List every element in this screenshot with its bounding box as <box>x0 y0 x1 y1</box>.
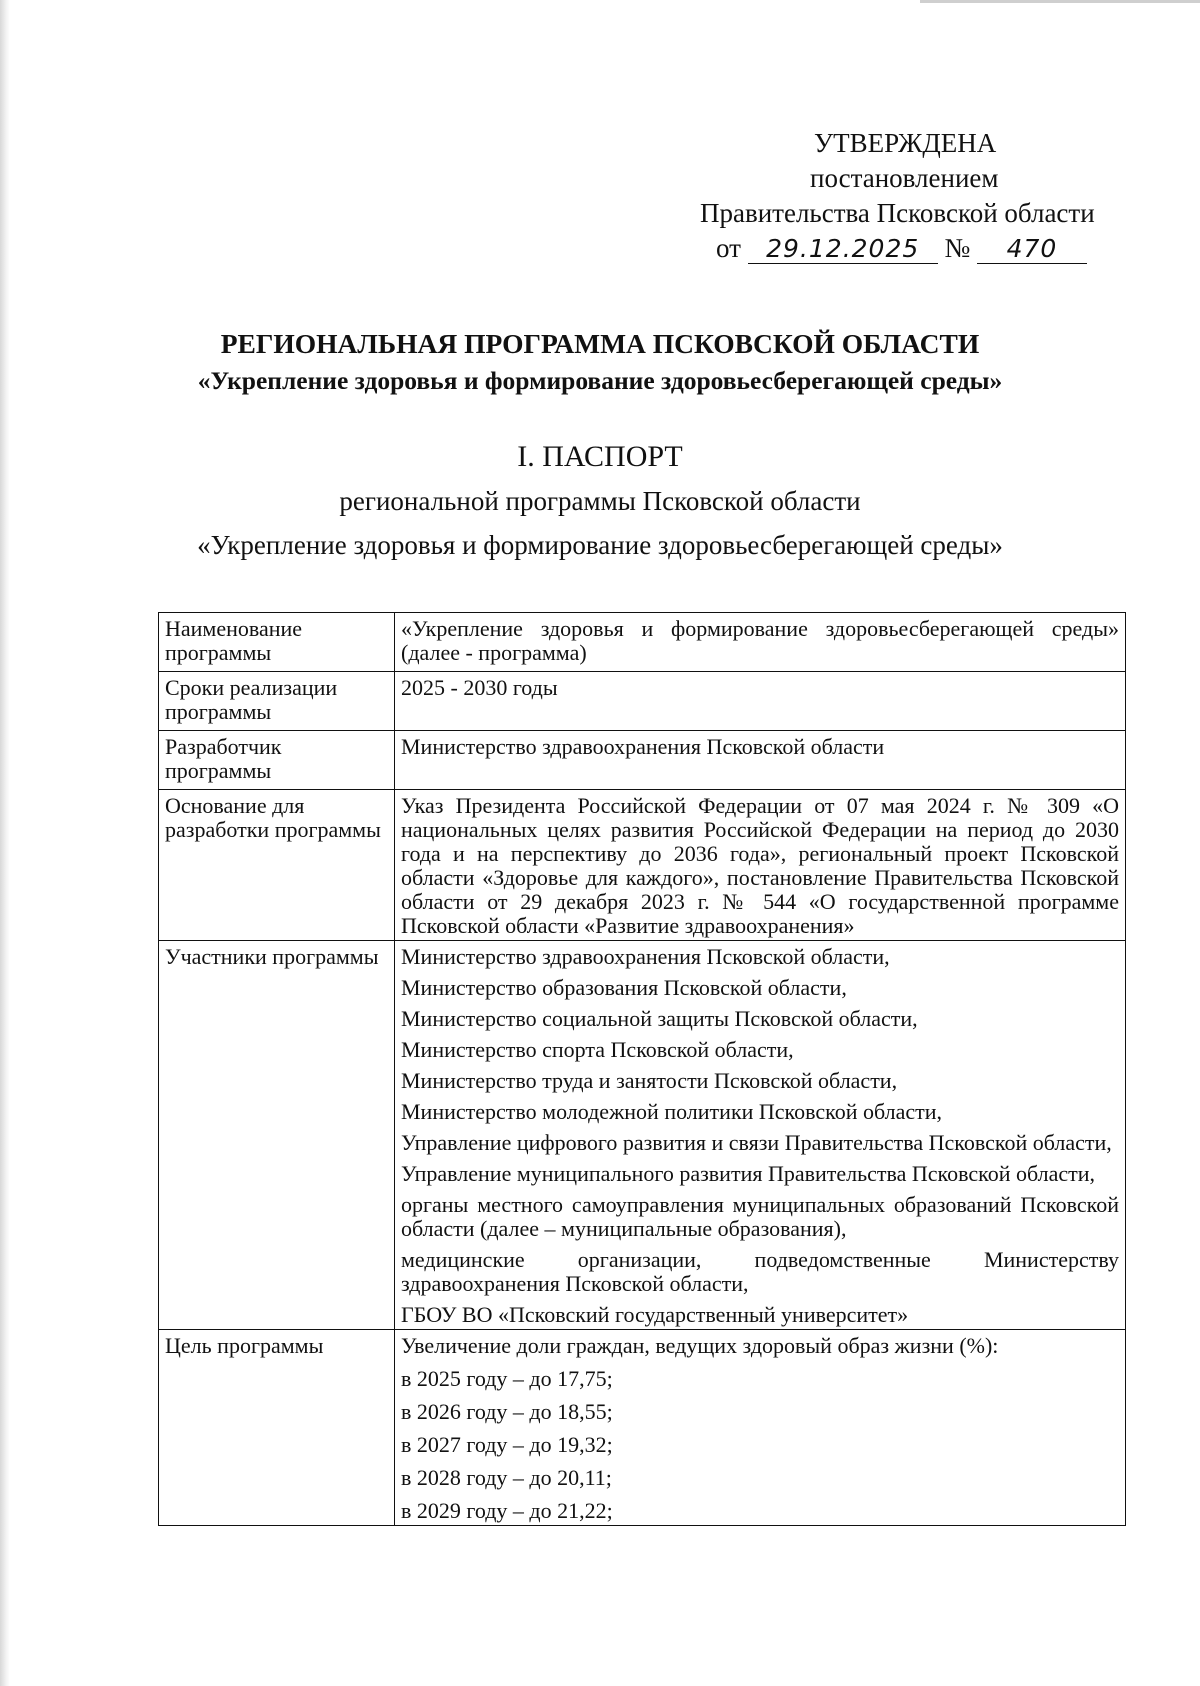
section-subheading-1: региональной программы Псковской области <box>339 486 861 516</box>
participant-item: Министерство спорта Псковской области, <box>401 1037 794 1062</box>
table-row <box>159 1330 1126 1526</box>
section-heading: I. ПАСПОРТ <box>517 440 683 473</box>
row-label: Сроки реализации программы <box>159 672 395 731</box>
row-label: Разработчик программы <box>159 731 395 790</box>
row-value <box>395 941 1126 1330</box>
row-value <box>395 731 1126 790</box>
participant-item: Министерство здравоохранения Псковской области, <box>401 944 890 969</box>
participant-item: медицинские организации, подведомственные Министерству здравоохранения Псковской области, <box>401 1247 1119 1296</box>
participant-item: Министерство молодежной политики Псковской области, <box>401 1099 943 1124</box>
approval-authority: Правительства Псковской области <box>700 198 1095 228</box>
row-value <box>395 1330 1126 1526</box>
row-label: Основание для разработки программы <box>159 790 395 941</box>
value-text: 2025 - 2030 годы <box>401 675 558 700</box>
participant-item: Министерство труда и занятости Псковской области, <box>401 1068 898 1093</box>
number-label: № <box>944 233 971 263</box>
value-text: Указ Президента Российской Федерации от 07 мая 2024 г. № 309 «О национальных целях развития Российской Федерации на период до 2030 года и на перспективу до 2036 года», региональный проект Псковской области «Здоровье для каждого», постановление Правительства Псковской области от 29 декабря 2023 г. № 544 «О государственной программе Псковской области «Развитие здравоохранения» <box>401 793 1119 938</box>
goal-target: в 2025 году – до 17,75; <box>401 1366 613 1391</box>
row-label: Наименование программы <box>159 613 395 672</box>
goal-target: в 2028 году – до 20,11; <box>401 1465 612 1490</box>
participant-item: Управление муниципального развития Правительства Псковской области, <box>401 1161 1096 1186</box>
section-subheading-2: «Укрепление здоровья и формирование здоровьесберегающей среды» <box>197 530 1003 560</box>
participant-item: Министерство образования Псковской области, <box>401 975 847 1000</box>
participant-item: органы местного самоуправления муниципальных образований Псковской области (далее – муниципальные образования), <box>401 1192 1119 1241</box>
document-subtitle: «Укрепление здоровья и формирование здоровьесберегающей среды» <box>197 366 1003 395</box>
document-title: РЕГИОНАЛЬНАЯ ПРОГРАММА ПСКОВСКОЙ ОБЛАСТИ <box>220 328 980 359</box>
participant-item: Министерство социальной защиты Псковской области, <box>401 1006 918 1031</box>
passport-table <box>158 612 1126 1526</box>
approval-stamp <box>650 126 1120 266</box>
handwritten-date: 29.12.2025 <box>748 235 938 264</box>
table-row <box>159 790 1126 941</box>
approval-date-number <box>650 231 1120 266</box>
scan-edge-shadow <box>0 0 10 1686</box>
handwritten-number: 470 <box>977 235 1087 264</box>
goal-target: в 2026 году – до 18,55; <box>401 1399 613 1424</box>
scan-top-mark <box>920 0 1200 3</box>
participant-item: Управление цифрового развития и связи Правительства Псковской области, <box>401 1130 1112 1155</box>
table-row <box>159 731 1126 790</box>
value-text: Министерство здравоохранения Псковской области <box>401 734 885 759</box>
table-row <box>159 941 1126 1330</box>
table-row <box>159 613 1126 672</box>
row-value <box>395 672 1126 731</box>
approval-status: УТВЕРЖДЕНА <box>814 128 997 158</box>
participant-item: ГБОУ ВО «Псковский государственный университет» <box>401 1302 909 1327</box>
row-label: Участники программы <box>159 941 395 1330</box>
goal-target: в 2029 году – до 21,22; <box>401 1498 613 1523</box>
goal-target: в 2027 году – до 19,32; <box>401 1432 613 1457</box>
table-row <box>159 672 1126 731</box>
approval-by: постановлением <box>810 163 999 193</box>
row-label: Цель программы <box>159 1330 395 1526</box>
goal-text: Увеличение доли граждан, ведущих здоровый образ жизни (%): <box>401 1333 999 1358</box>
value-text: «Укрепление здоровья и формирование здоровьесберегающей среды» (далее - программа) <box>401 616 1119 665</box>
row-value <box>395 613 1126 672</box>
row-value <box>395 790 1126 941</box>
from-label: от <box>716 233 741 263</box>
